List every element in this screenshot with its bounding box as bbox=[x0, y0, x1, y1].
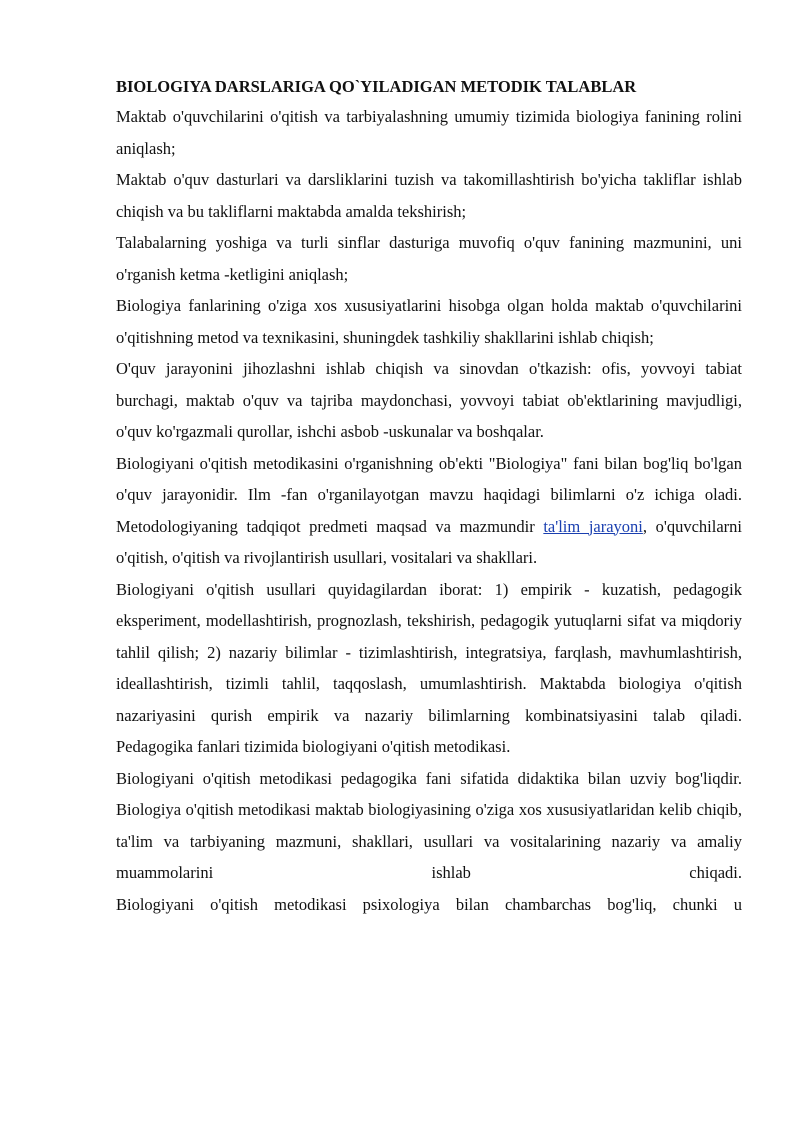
paragraph-equipment: O'quv jarayonini jihozlashni ishlab chiqish va sinovdan o'tkazish: ofis, yovvoyi tabiat burchagi, maktab o'quv va tajriba maydonchasi, yovvoyi tabiat ob'ektlarining mavjudligi, o'quv ko'rgazmali qurollar, ishchi asbob -uskunalar va boshqalar. bbox=[116, 359, 742, 441]
paragraph-curriculum: Maktab o'quv dasturlari va darsliklarini tuzish va takomillashtirish bo'yicha takliflar ishlab chiqish va bu takliflarni maktabda amalda tekshirish; bbox=[116, 170, 742, 221]
paragraph-teaching-methods: Biologiyani o'qitish usullari quyidagilardan iborat: 1) empirik - kuzatish, pedagogik eksperiment, modellashtirish, prognozlash, tekshirish, pedagogik yutuqlarni sifat va miqdoriy tahlil qilish; 2) nazariy bilimlar - tizimlashtirish, integratsiya, farqlash, mavhumlashtirish, ideallashtirish, tizimli tahlil, taqqoslash, umumlashtirish. Maktabda biologiya o'qitish nazariyasini qurish empirik va nazariy bilimlarning kombinatsiyasini talab qiladi. bbox=[116, 579, 742, 725]
paragraph-content-order: Talabalarning yoshiga va turli sinflar dasturiga muvofiq o'quv fanining mazmunini, uni o'rganish ketma -ketligini aniqlash; bbox=[116, 233, 742, 284]
paragraph-research-object bbox=[116, 448, 742, 574]
document-title: BIOLOGIYA DARSLARIGA QO`YILADIGAN METODIK TALABLAR bbox=[116, 77, 637, 96]
research-object-text-end: , o'quvchilarni o'qitish, o'qitish va rivojlantirish usullari, vositalari va shakllari. bbox=[116, 516, 742, 567]
research-object-text: Biologiyani o'qitish metodikasini o'rganishning ob'ekti "Biologiya" fani bilan bog'liq bo'lgan o'quv jarayonidir. Ilm -fan o'rganilayotgan mavzu haqidagi bilimlarni o'z ichiga oladi. Metodologiyaning tadqiqot predmeti maqsad va mazmundir bbox=[116, 453, 742, 536]
paragraph-role: Maktab o'quvchilarini o'qitish va tarbiyalashning umumiy tizimida biologiya fanining rolini aniqlash; bbox=[116, 107, 742, 158]
paragraph-psychology: Biologiyani o'qitish metodikasi psixologiya bilan chambarchas bog'liq, chunki u bbox=[116, 894, 742, 914]
paragraph-methods-development: Biologiya fanlarining o'ziga xos xususiyatlarini hisobga olgan holda maktab o'quvchilarini o'qitishning metod va texnikasini, shuningdek tashkiliy shakllarini ishlab chiqish; bbox=[116, 296, 742, 347]
talim-jarayoni-link[interactable]: ta'lim jarayoni bbox=[543, 516, 643, 536]
paragraph-didactics: Biologiyani o'qitish metodikasi pedagogika fani sifatida didaktika bilan uzviy bog'liqdir. Biologiya o'qitish metodikasi maktab biologiyasining o'ziga xos xususiyatlaridan kelib chiqib, ta'lim va tarbiyaning mazmuni, shakllari, usullari va vositalarining nazariy va amaliy muammolarini ishlab chiqadi. bbox=[116, 768, 742, 882]
document-page bbox=[116, 76, 742, 920]
subheading-pedagogy: Pedagogika fanlari tizimida biologiyani o'qitish metodikasi. bbox=[116, 737, 511, 756]
